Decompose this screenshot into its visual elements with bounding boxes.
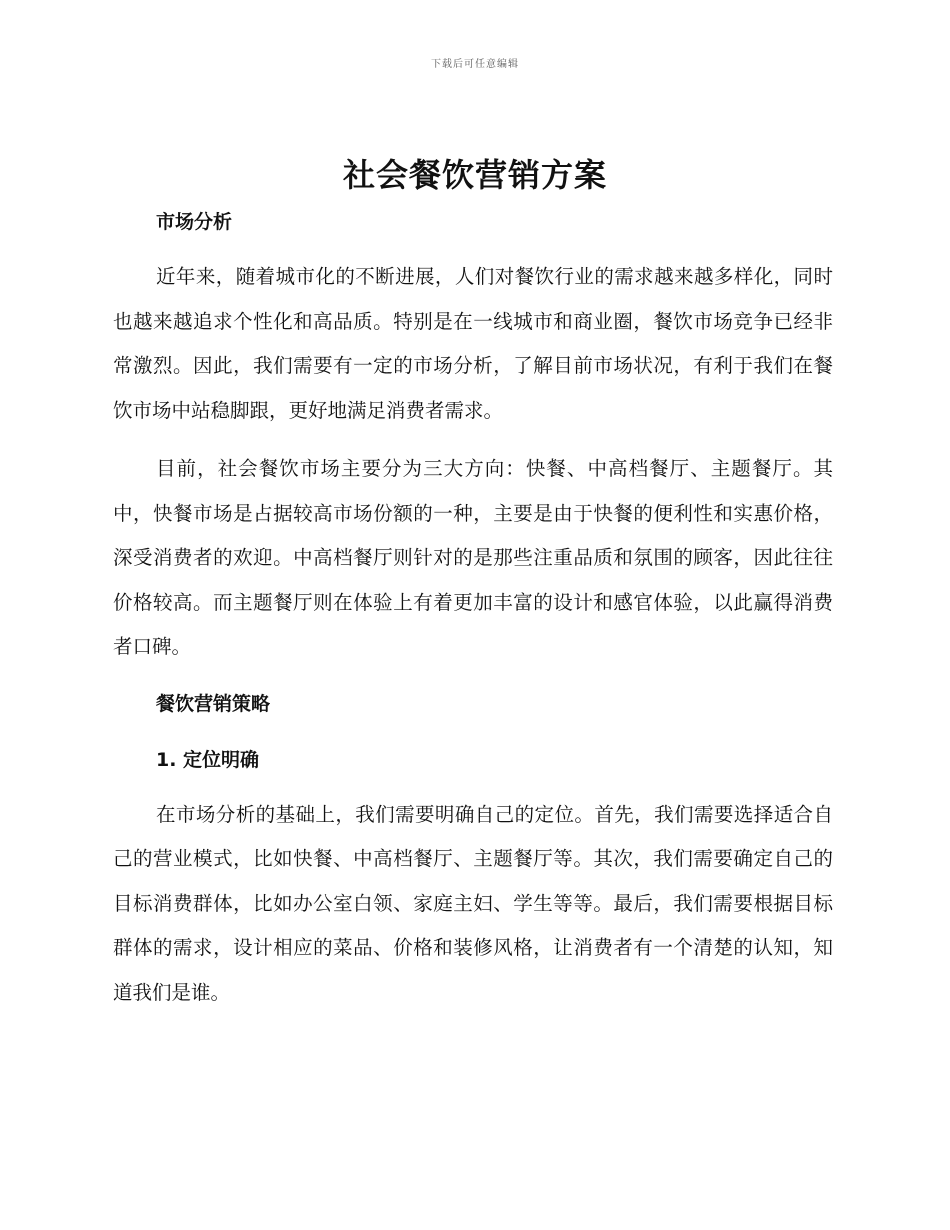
- paragraph-market-overview: 近年来，随着城市化的不断进展，人们对餐饮行业的需求越来越多样化，同时也越来越追求个性化和高品质。特别是在一线城市和商业圈，餐饮市场竞争已经非常激烈。因此，我们需要有一定的市场分析，了解目前市场状况，有利于我们在餐饮市场中站稳脚跟，更好地满足消费者需求。: [113, 265, 833, 422]
- document-body: [113, 204, 833, 1015]
- paragraph-market-segments: 目前，社会餐饮市场主要分为三大方向：快餐、中高档餐厅、主题餐厅。其中，快餐市场是占据较高市场份额的一种，主要是由于快餐的便利性和实惠价格，深受消费者的欢迎。中高档餐厅则针对的是那些注重品质和氛围的顾客，因此往往价格较高。而主题餐厅则在体验上有着更加丰富的设计和感官体验，以此赢得消费者口碑。: [113, 457, 833, 658]
- page-header-note: 下载后可任意编辑: [431, 59, 519, 70]
- subheading-clear-positioning: 1. 定位明确: [156, 748, 260, 771]
- section-heading-market-analysis: 市场分析: [156, 211, 233, 233]
- paragraph-positioning: 在市场分析的基础上，我们需要明确自己的定位。首先，我们需要选择适合自己的营业模式，比如快餐、中高档餐厅、主题餐厅等。其次，我们需要确定自己的目标消费群体，比如办公室白领、家庭主妇、学生等等。最后，我们需要根据目标群体的需求，设计相应的菜品、价格和装修风格，让消费者有一个清楚的认知，知道我们是谁。: [113, 802, 833, 1004]
- section-heading-marketing-strategy: 餐饮营销策略: [156, 692, 271, 715]
- document-title: 社会餐饮营销方案: [342, 156, 607, 194]
